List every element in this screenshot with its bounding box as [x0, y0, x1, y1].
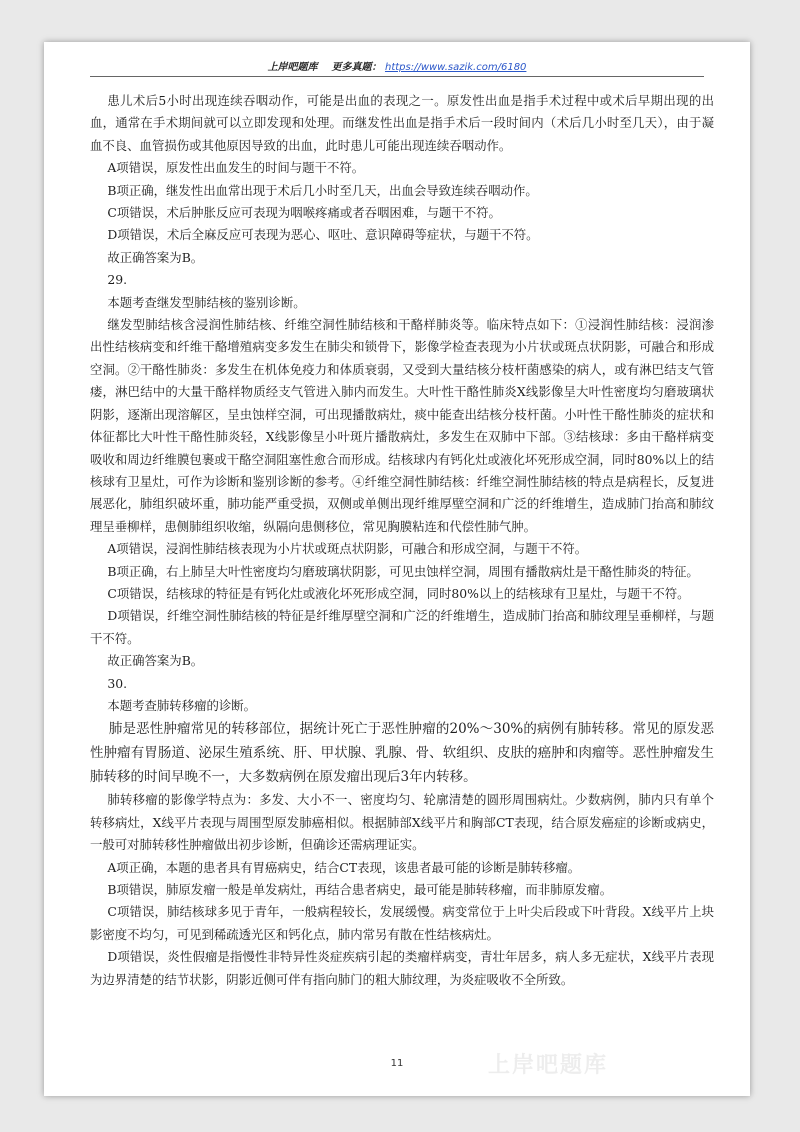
header-label: 更多真题：: [331, 62, 382, 73]
header-prefix: 上岸吧题库: [267, 62, 318, 73]
question-number: 30.: [107, 675, 128, 691]
header-link[interactable]: https://www.sazik.com/6180: [384, 62, 527, 73]
page-content: [90, 90, 714, 991]
paragraph: C项错误，结核球的特征是有钙化灶或液化坏死形成空洞，同时80%以上的结核球有卫星灶，与题干不符。: [107, 585, 690, 601]
paragraph: C项错误，肺结核球多见于青年，一般病程较长，发展缓慢。病变常位于上叶尖后段或下叶背段。X线平片上块影密度不均匀，可见到稀疏透光区和钙化点，肺内常另有散在性结核病灶。: [90, 904, 714, 942]
paragraph: A项错误，浸润性肺结核表现为小片状或斑点状阴影，可融合和形成空洞，与题干不符。: [107, 541, 588, 557]
paragraph: 肺是恶性肿瘤常见的转移部位，据统计死亡于恶性肿瘤的20%～30%的病例有肺转移。常见的原发恶性肿瘤有胃肠道、泌尿生殖系统、肝、甲状腺、乳腺、骨、软组织、皮肤的癌肿和肉瘤等。恶性肿瘤发生肺转移的时间早晚不一，大多数病例在原发瘤出现后3年内转移。: [90, 721, 714, 786]
paragraph: B项错误，肺原发瘤一般是单发病灶，再结合患者病史，最可能是肺转移瘤，而非肺原发瘤。: [107, 882, 613, 897]
paragraph: 本题考查继发型肺结核的鉴别诊断。: [107, 294, 306, 310]
paragraph: D项错误，术后全麻反应可表现为恶心、呕吐、意识障碍等症状，与题干不符。: [107, 227, 539, 243]
paragraph: 继发型肺结核含浸润性肺结核、纤维空洞性肺结核和干酪样肺炎等。临床特点如下：①浸润性肺结核：浸润渗出性结核病变和纤维干酪增殖病变多发生在肺尖和锁骨下，影像学检查表现为小片状或斑点状阴影，可融合和形成空洞。②干酪性肺炎：多发生在机体免疫力和体质衰弱，又受到大量结核分枝杆菌感染的病人，或有淋巴结支气管瘘，淋巴结中的大量干酪样物质经支气管进入肺内而发生。大叶性干酪性肺炎X线影像呈大叶性密度均匀磨玻璃状阴影，逐渐出现溶解区，呈虫蚀样空洞，可出现播散病灶，痰中能查出结核分枝杆菌。小叶性干酪性肺炎的症状和体征都比大叶性干酪性肺炎轻，X线影像呈小叶斑片播散病灶，多发生在双肺中下部。③结核球：多由干酪样病变吸收和周边纤维膜包裹或干酪空洞阻塞性愈合而形成。结核球内有钙化灶或液化坏死形成空洞，同时80%以上的结核球有卫星灶，可作为诊断和鉴别诊断的参考。④纤维空洞性肺结核：纤维空洞性肺结核的特点是病程长，反复进展恶化，肺组织破坏重，肺功能严重受损，双侧或单侧出现纤维厚壁空洞和广泛的纤维增生，造成肺门抬高和肺纹理呈垂柳样，患侧肺组织收缩，纵隔向患侧移位，常见胸膜粘连和代偿性肺气肿。: [90, 317, 714, 534]
paragraph: D项错误，炎性假瘤是指慢性非特异性炎症疾病引起的类瘤样病变，青壮年居多，病人多无症状，X线平片表现为边界清楚的结节状影，阴影近侧可伴有指向肺门的粗大肺纹理，为炎症吸收不全所致。: [90, 949, 714, 987]
page-number: 11: [390, 1058, 404, 1069]
document-page: [44, 42, 750, 1096]
paragraph: A项错误，原发性出血发生的时间与题干不符。: [107, 160, 365, 176]
question-number: 29.: [107, 272, 128, 288]
paragraph: C项错误，术后肿胀反应可表现为咽喉疼痛或者吞咽困难，与题干不符。: [107, 205, 501, 221]
paragraph: B项正确，继发性出血常出现于术后几小时至几天，出血会导致连续吞咽动作。: [107, 182, 538, 198]
paragraph: 故正确答案为B。: [107, 653, 204, 669]
paragraph: 肺转移瘤的影像学特点为：多发、大小不一、密度均匀、轮廓清楚的圆形周围病灶。少数病例，肺内只有单个转移病灶，X线平片表现与周围型原发肺癌相似。根据肺部X线平片和胸部CT表现，结合原发癌症的诊断或病史，一般可对肺转移性肿瘤做出初步诊断，但确诊还需病理证实。: [90, 792, 714, 853]
paragraph: 本题考查肺转移瘤的诊断。: [107, 697, 257, 713]
paragraph: 故正确答案为B。: [107, 249, 204, 265]
paragraph: A项正确，本题的患者具有胃癌病史，结合CT表现，该患者最可能的诊断是肺转移瘤。: [107, 859, 581, 875]
paragraph: 患儿术后5小时出现连续吞咽动作，可能是出血的表现之一。原发性出血是指手术过程中或术后早期出现的出血，通常在手术期间就可以立即发现和处理。而继发性出血是指手术后一段时间内（术后几小时至几天），由于凝血不良、血管损伤或其他原因导致的出血，此时患儿可能出现连续吞咽动作。: [90, 93, 714, 153]
header-divider: [90, 76, 704, 77]
page-header: [44, 58, 750, 73]
paragraph: B项正确，右上肺呈大叶性密度均匀磨玻璃状阴影，可见虫蚀样空洞，周围有播散病灶是干酪性肺炎的特征。: [107, 563, 699, 579]
paragraph: D项错误，纤维空洞性肺结核的特征是纤维厚壁空洞和广泛的纤维增生，造成肺门抬高和肺纹理呈垂柳样，与题干不符。: [90, 608, 714, 646]
watermark: 上岸吧题库: [488, 1053, 609, 1078]
